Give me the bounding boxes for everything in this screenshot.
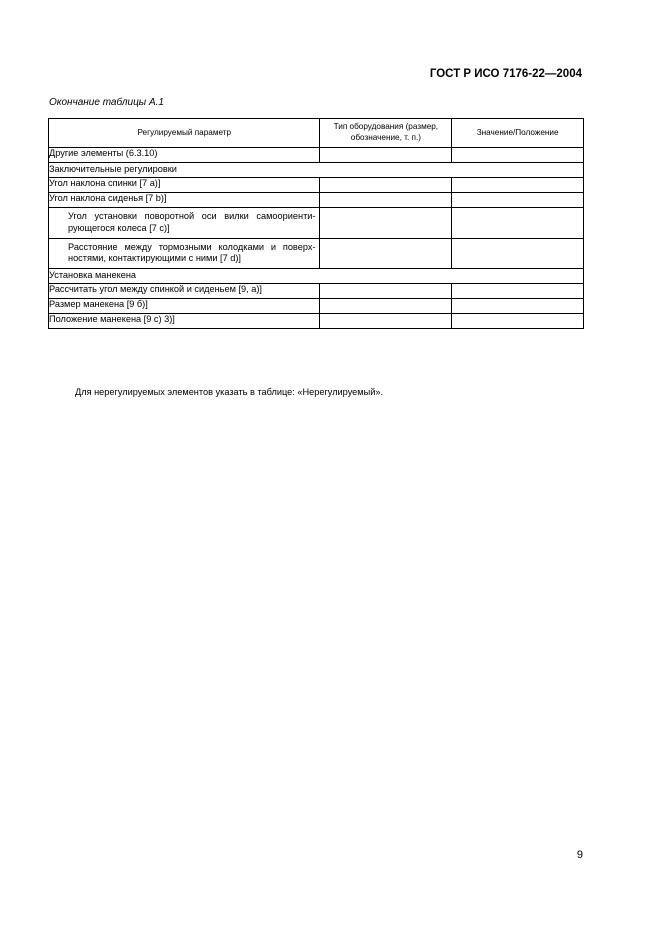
cell-equipment-type	[320, 148, 452, 163]
cell-equipment-type	[320, 208, 452, 239]
table-row	[49, 208, 584, 239]
cell-equipment-type	[320, 299, 452, 314]
table-header-row	[49, 119, 584, 148]
cell-value-position	[452, 208, 584, 239]
row-label: Рассчитать угол между спинкой и сиденьем [9, а)]	[49, 284, 320, 299]
row-label: Положение манекена [9 с) 3)]	[49, 314, 320, 329]
cell-value-position	[452, 148, 584, 163]
row-label: Другие элементы (6.3.10)	[49, 148, 320, 163]
cell-equipment-type	[320, 238, 452, 269]
table-section-row	[49, 269, 584, 284]
table-row	[49, 314, 584, 329]
table-caption: Окончание таблицы А.1	[49, 97, 164, 108]
document-code: ГОСТ Р ИСО 7176-22—2004	[429, 68, 582, 80]
cell-equipment-type	[320, 284, 452, 299]
table-section-row	[49, 163, 584, 178]
table-row	[49, 178, 584, 193]
row-label: Угол наклона сиденья [7 b)]	[49, 193, 320, 208]
row-label: Угол наклона спинки [7 а)]	[49, 178, 320, 193]
header-value-position: Значение/Положение	[452, 119, 584, 148]
parameters-table	[48, 118, 584, 329]
cell-value-position	[452, 314, 584, 329]
cell-value-position	[452, 193, 584, 208]
cell-value-position	[452, 284, 584, 299]
section-label: Заключительные регулировки	[49, 163, 584, 178]
table-footnote: Для нерегулируемых элементов указать в таблице: «Нерегулируемый».	[75, 387, 384, 397]
row-label: Угол установки поворотной оси вилки самоориенти- рующегося колеса [7 с)]	[49, 208, 320, 239]
row-label: Размер манекена [9 б)]	[49, 299, 320, 314]
cell-value-position	[452, 238, 584, 269]
cell-equipment-type	[320, 193, 452, 208]
cell-equipment-type	[320, 314, 452, 329]
section-label: Установка манекена	[49, 269, 584, 284]
cell-value-position	[452, 178, 584, 193]
cell-value-position	[452, 299, 584, 314]
page-number: 9	[576, 849, 583, 861]
table-row	[49, 299, 584, 314]
header-equipment-type: Тип оборудования (размер, обозначение, т. п.)	[320, 119, 452, 148]
table-row	[49, 238, 584, 269]
row-label: Расстояние между тормозными колодками и поверх- ностями, контактирующими с ними [7 d)]	[49, 238, 320, 269]
table-row	[49, 284, 584, 299]
table-row	[49, 148, 584, 163]
table-row	[49, 193, 584, 208]
header-parameter: Регулируемый параметр	[49, 119, 320, 148]
cell-equipment-type	[320, 178, 452, 193]
